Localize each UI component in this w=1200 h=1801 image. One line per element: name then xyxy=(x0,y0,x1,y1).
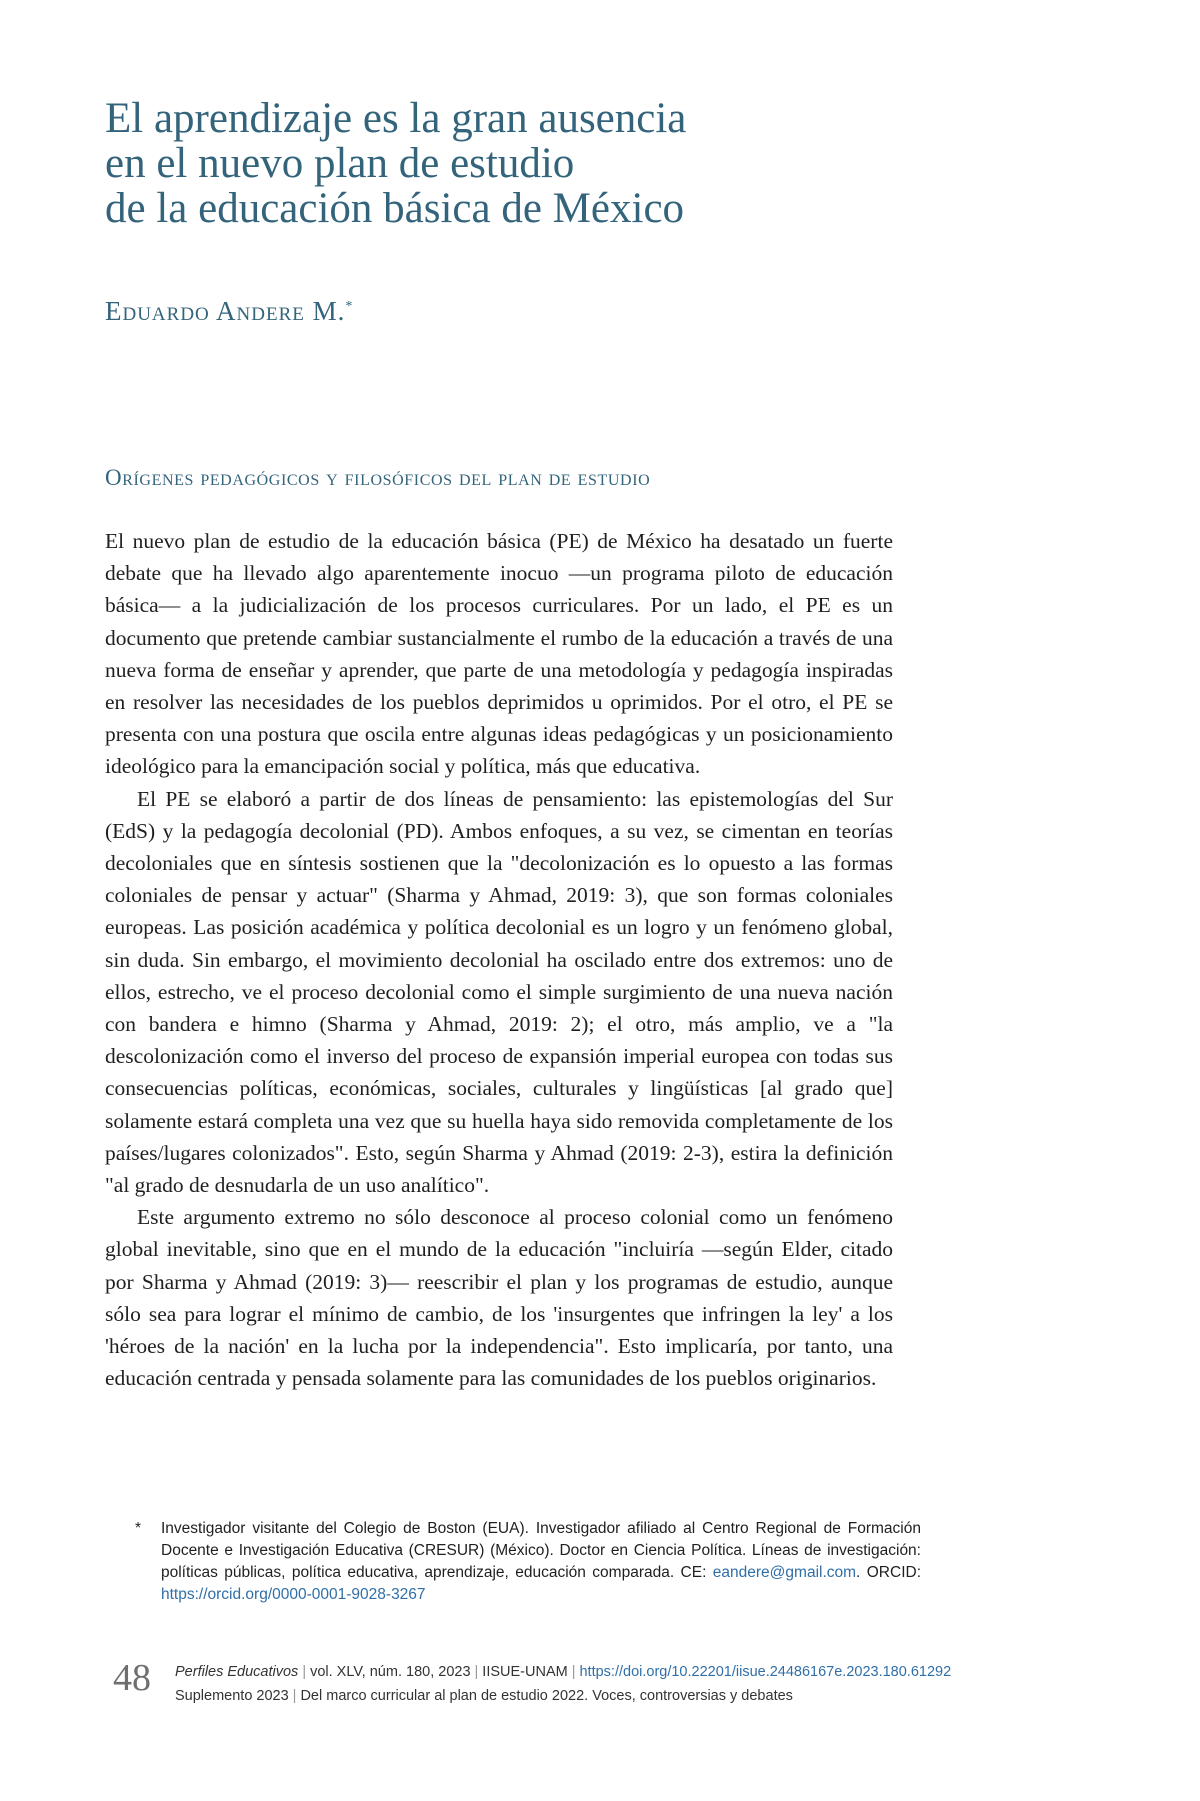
publisher: IISUE-UNAM xyxy=(482,1664,568,1680)
separator: | xyxy=(292,1688,297,1704)
page-number: 48 xyxy=(113,1657,151,1699)
section-heading: Orígenes pedagógicos y filosóficos del plan de estudio xyxy=(105,465,651,490)
journal-citation-line xyxy=(175,1664,951,1680)
body-paragraph: El nuevo plan de estudio de la educación básica (PE) de México ha desatado un fuerte debate que ha llevado algo aparentemente inocuo —un programa piloto de educación básica— a la judicialización de los procesos curriculares. Por un lado, el PE es un documento que pretende cambiar sustancialmente el rumbo de la educación a través de una nueva forma de enseñar y aprender, que parte de una metodología y pedagogía inspiradas en resolver las necesidades de los pueblos deprimidos u oprimidos. Por el otro, el PE se presenta con una postura que oscila entre algunas ideas pedagógicas y un posicionamiento ideológico para la emancipación social y política, más que educativa. xyxy=(105,529,893,779)
orcid-link[interactable]: https://orcid.org/0000-0001-9028-3267 xyxy=(161,1586,426,1603)
doi-link[interactable]: https://doi.org/10.22201/iisue.24486167e.2023.180.61292 xyxy=(579,1664,952,1680)
author-email-link[interactable]: eandere@gmail.com xyxy=(712,1564,857,1581)
supplement-label: Suplemento 2023 xyxy=(175,1688,289,1704)
page-footer xyxy=(105,1658,1105,1718)
article-title xyxy=(105,96,865,231)
author-footnote-mark: * xyxy=(345,299,354,314)
separator: | xyxy=(474,1664,479,1680)
author-label: Eduardo Andere M. xyxy=(105,296,346,326)
title-line: de la educación básica de México xyxy=(105,185,685,232)
footnote-text: Investigador visitante del Colegio de Boston (EUA). Investigador afiliado al Centro Regional de Formación Docente e Investigación Educativa (CRESUR) (México). Doctor en Ciencia Política. Líneas de investigación: políticas públicas, política educativa, aprendizaje, educación comparada. CE: xyxy=(161,1520,921,1581)
separator: | xyxy=(571,1664,576,1680)
footnote-mark: * xyxy=(135,1520,142,1537)
orcid-label: . ORCID: xyxy=(856,1564,921,1581)
journal-volume: vol. XLV, núm. 180, 2023 xyxy=(310,1664,471,1680)
author-footnote xyxy=(135,1518,921,1606)
collection-title: Del marco curricular al plan de estudio 2022. Voces, controversias y debates xyxy=(300,1688,793,1704)
journal-name: Perfiles Educativos xyxy=(175,1664,299,1680)
body-paragraph: Este argumento extremo no sólo desconoce al proceso colonial como un fenómeno global inevitable, sino que en el mundo de la educación "incluiría —según Elder, citado por Sharma y Ahmad (2019: 3)— reescribir el plan y los programas de estudio, aunque sólo sea para lograr el mínimo de cambio, de los 'insurgentes que infringen la ley' a los 'héroes de la nación' en la lucha por la independencia". Esto implicaría, por tanto, una educación centrada y pensada solamente para las comunidades de los pueblos originarios. xyxy=(105,1205,893,1391)
separator: | xyxy=(302,1664,307,1680)
article-body xyxy=(105,525,893,1394)
title-line: El aprendizaje es la gran ausencia xyxy=(105,95,687,142)
supplement-line xyxy=(175,1688,793,1704)
title-line: en el nuevo plan de estudio xyxy=(105,140,575,187)
author-name xyxy=(105,296,353,327)
body-paragraph: El PE se elaboró a partir de dos líneas de pensamiento: las epistemologías del Sur (EdS) y la pedagogía decolonial (PD). Ambos enfoques, a su vez, se cimentan en teorías decoloniales que en síntesis sostienen que la "decolonización es lo opuesto a las formas coloniales de pensar y actuar" (Sharma y Ahmad, 2019: 3), que son formas coloniales europeas. Las posición académica y política decolonial es un logro y un fenómeno global, sin duda. Sin embargo, el movimiento decolonial ha oscilado entre dos extremos: uno de ellos, estrecho, ve el proceso decolonial como el simple surgimiento de una nueva nación con bandera e himno (Sharma y Ahmad, 2019: 2); el otro, más amplio, ve a "la descolonización como el inverso del proceso de expansión imperial europea con todas sus consecuencias políticas, económicas, sociales, culturales y lingüísticas [al grado que] solamente estará completa una vez que su huella haya sido removida completamente de los países/lugares colonizados". Esto, según Sharma y Ahmad (2019: 2-3), estira la definición "al grado de desnudarla de un uso analítico". xyxy=(105,786,893,1198)
